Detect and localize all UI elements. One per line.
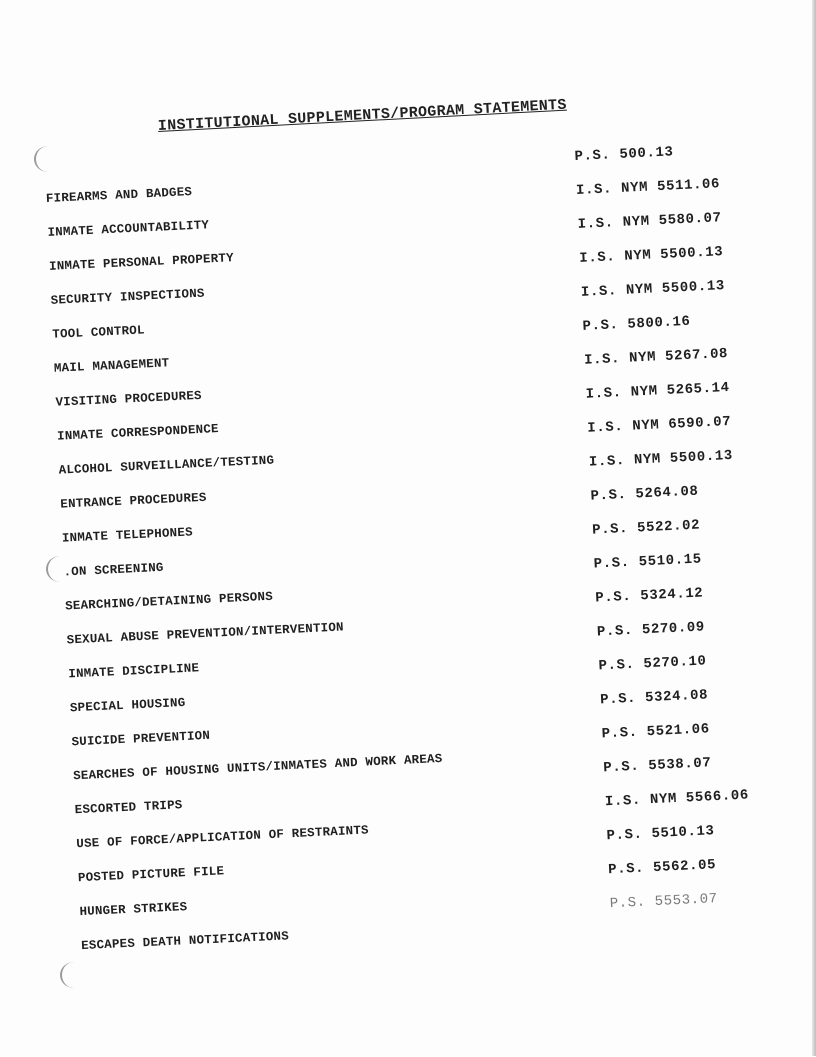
entry-code: I.S. NYM 5580.07 bbox=[577, 210, 723, 233]
entry-label: USE OF FORCE/APPLICATION OF RESTRAINTS bbox=[76, 823, 370, 852]
entry-label: SUICIDE PREVENTION bbox=[71, 728, 211, 750]
entry-code: I.S. NYM 5566.06 bbox=[604, 787, 750, 811]
document-title: INSTITUTIONAL SUPPLEMENTS/PROGRAM STATEMENTS bbox=[157, 96, 568, 135]
entry-code: I.S. NYM 5500.13 bbox=[580, 278, 726, 301]
entry-label: SEARCHES OF HOUSING UNITS/INMATES AND WORK AREAS bbox=[72, 751, 443, 784]
entry-label: FIREARMS AND BADGES bbox=[45, 185, 193, 206]
entry-code: I.S. NYM 5500.13 bbox=[588, 447, 734, 471]
entry-code: I.S. NYM 5500.13 bbox=[578, 244, 724, 267]
entry-label: ESCORTED TRIPS bbox=[74, 798, 183, 818]
entry-code: P.S. 5538.07 bbox=[603, 755, 712, 777]
entry-label: SEXUAL ABUSE PREVENTION/INTERVENTION bbox=[66, 620, 345, 648]
entry-label: ESCAPES DEATH NOTIFICATIONS bbox=[80, 929, 290, 954]
entry-code: P.S. 5270.10 bbox=[598, 653, 707, 675]
entry-label: INMATE CORRESPONDENCE bbox=[56, 422, 220, 444]
entry-label: POSTED PICTURE FILE bbox=[77, 864, 225, 886]
entry-code: P.S. 5562.05 bbox=[607, 857, 717, 879]
entry-code: I.S. NYM 5511.06 bbox=[575, 176, 721, 199]
entry-label: .ON SCREENING bbox=[63, 560, 164, 580]
entry-label: INMATE PERSONAL PROPERTY bbox=[48, 251, 235, 274]
entry-code: P.S. 5521.06 bbox=[601, 721, 711, 743]
entry-label: INMATE ACCOUNTABILITY bbox=[47, 218, 210, 240]
entry-code: P.S. 5553.07 bbox=[609, 891, 719, 913]
entry-label: HUNGER STRIKES bbox=[79, 900, 188, 920]
entry-label: VISITING PROCEDURES bbox=[55, 388, 203, 410]
entry-label: ENTRANCE PROCEDURES bbox=[60, 490, 207, 512]
entry-code: P.S. 5324.12 bbox=[595, 585, 704, 607]
entry-code: I.S. NYM 5265.14 bbox=[585, 379, 731, 403]
entry-code: I.S. NYM 6590.07 bbox=[586, 413, 732, 437]
entry-label: SECURITY INSPECTIONS bbox=[50, 286, 205, 308]
entry-code: P.S. 5510.13 bbox=[606, 823, 715, 845]
entry-code: P.S. 5510.15 bbox=[593, 551, 703, 573]
entry-code: P.S. 500.13 bbox=[574, 144, 674, 165]
entry-code: I.S. NYM 5267.08 bbox=[583, 346, 729, 369]
entry-label: SEARCHING/DETAINING PERSONS bbox=[64, 589, 274, 614]
entry-label: SPECIAL HOUSING bbox=[69, 695, 186, 716]
entry-label: INMATE DISCIPLINE bbox=[68, 661, 200, 682]
entry-label: INMATE TELEPHONES bbox=[61, 525, 194, 546]
entry-code: P.S. 5270.09 bbox=[596, 619, 706, 641]
entry-label: ALCOHOL SURVEILLANCE/TESTING bbox=[58, 453, 275, 478]
entry-code: P.S. 5522.02 bbox=[591, 517, 701, 539]
entry-label: MAIL MANAGEMENT bbox=[53, 356, 170, 376]
entry-label: TOOL CONTROL bbox=[52, 323, 146, 342]
entry-code: P.S. 5800.16 bbox=[582, 313, 691, 335]
entry-code: P.S. 5264.08 bbox=[590, 483, 699, 505]
entry-code: P.S. 5324.08 bbox=[599, 687, 709, 709]
